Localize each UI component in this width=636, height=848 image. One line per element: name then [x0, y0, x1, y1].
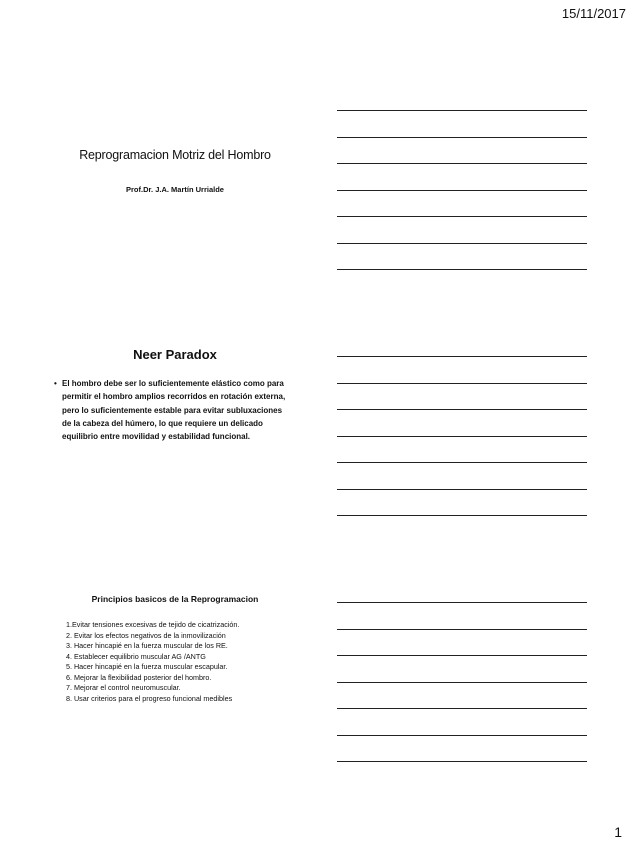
note-line — [337, 436, 587, 437]
note-line — [337, 515, 587, 516]
note-line — [337, 383, 587, 384]
note-line — [337, 462, 587, 463]
list-item: 4. Establecer equilibrio muscular AG /ANTG — [66, 651, 206, 661]
principles-list — [66, 620, 296, 704]
note-line — [337, 243, 587, 244]
note-line — [337, 655, 587, 656]
bullet-marker: • — [54, 379, 57, 388]
print-date: 15/11/2017 — [561, 6, 626, 21]
note-line — [337, 708, 587, 709]
note-line — [337, 110, 587, 111]
slide-2-title: Neer Paradox — [133, 347, 217, 362]
note-line — [337, 629, 587, 630]
note-line — [337, 409, 587, 410]
note-line — [337, 216, 587, 217]
note-line — [337, 269, 587, 270]
slide-1-author: Prof.Dr. J.A. Martín Urrialde — [126, 185, 224, 194]
slide-1-title: Reprogramacion Motriz del Hombro — [79, 148, 271, 162]
slide-3-title: Principios basicos de la Reprogramacion — [91, 594, 259, 604]
note-line — [337, 190, 587, 191]
note-line — [337, 137, 587, 138]
note-line — [337, 356, 587, 357]
list-item: 3. Hacer hincapié en la fuerza muscular de los RE. — [66, 641, 228, 650]
note-line — [337, 682, 587, 683]
slide-2-bullet-text: El hombro debe ser lo suficientemente elástico como para permitir el hombro amplios recorridos en rotación externa, pero lo suficientemente estable para evitar subluxaciones de la cabeza del húmero, lo que requiere un delicado equilibrio entre movilidad y estabilidad funcional. — [62, 379, 286, 442]
slide-2-bullet — [54, 377, 292, 443]
page-number: 1 — [614, 824, 622, 840]
note-line — [337, 735, 587, 736]
note-line — [337, 761, 587, 762]
note-line — [337, 163, 587, 164]
list-item: 1.Evitar tensiones excesivas de tejido de cicatrización. — [66, 620, 240, 629]
list-item: 6. Mejorar la flexibilidad posterior del hombro. — [66, 672, 212, 682]
slide-1 — [50, 100, 300, 265]
list-item: 2. Evitar los efectos negativos de la inmovilización — [66, 630, 226, 640]
slide-3 — [50, 580, 300, 770]
list-item: 5. Hacer hincapié en la fuerza muscular escapular. — [66, 662, 228, 671]
list-item: 8. Usar criterios para el progreso funcional medibles — [66, 693, 233, 703]
note-line — [337, 489, 587, 490]
list-item: 7. Mejorar el control neuromuscular. — [66, 683, 181, 692]
note-line — [337, 602, 587, 603]
slide-2 — [50, 330, 300, 520]
